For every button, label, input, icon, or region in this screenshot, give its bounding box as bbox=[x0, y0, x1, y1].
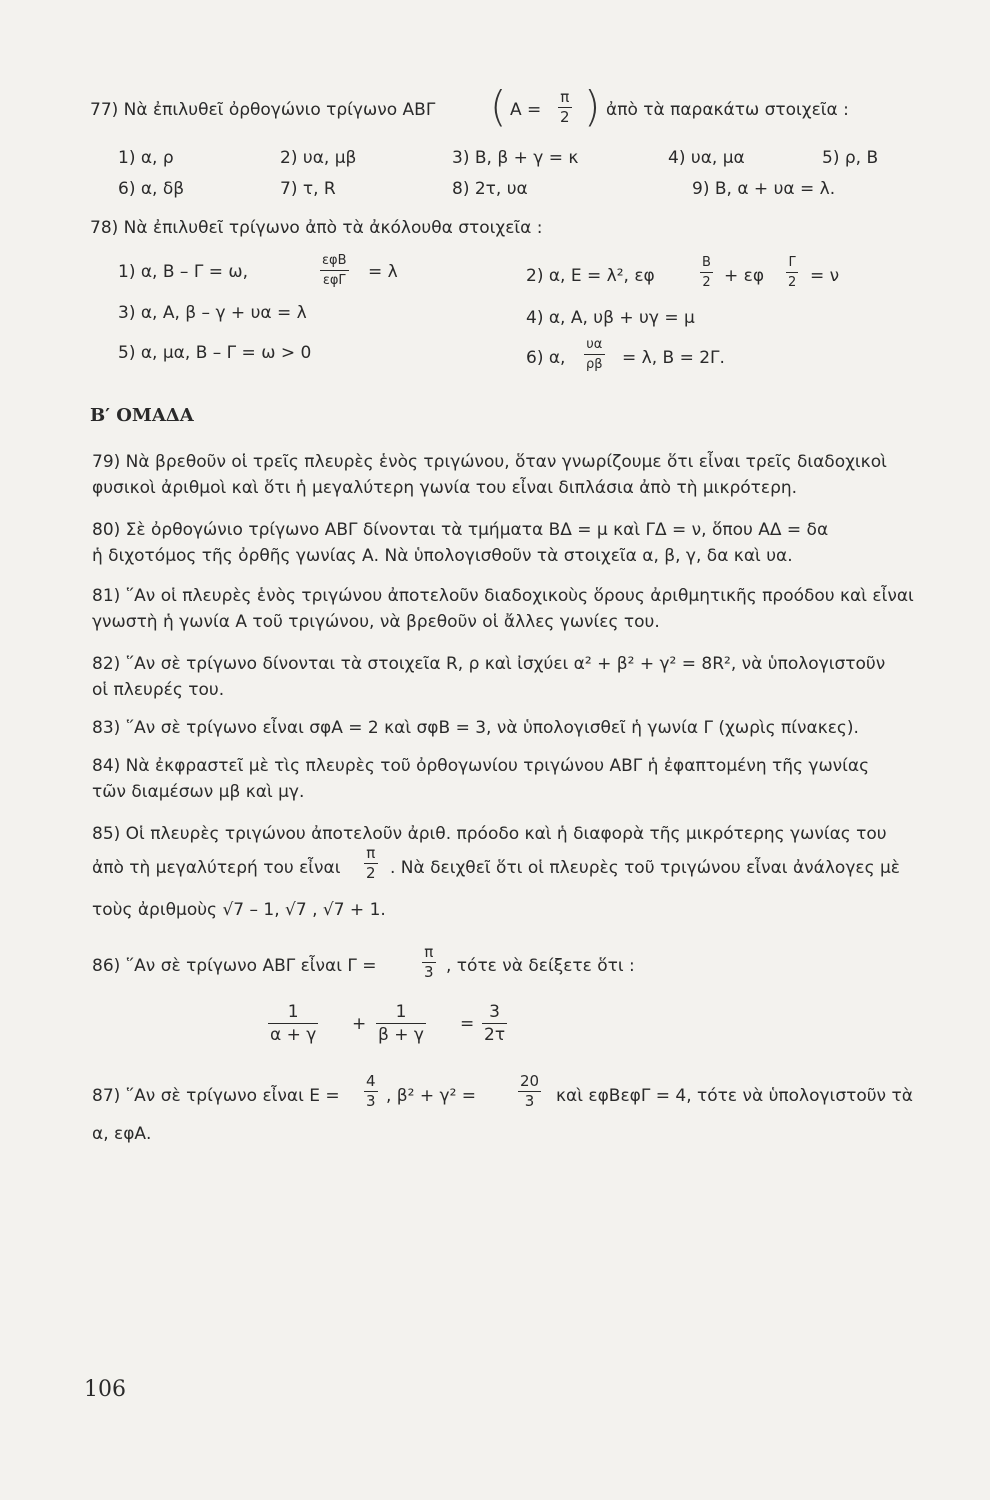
p87-n2: 20 bbox=[520, 1072, 540, 1090]
p85-frac-den: 2 bbox=[366, 864, 376, 882]
p78-item1-fraction bbox=[320, 252, 349, 289]
p78-item6-den: ρβ bbox=[586, 357, 603, 372]
p87-mid: , β² + γ² = bbox=[386, 1086, 477, 1106]
p87-d1: 3 bbox=[366, 1092, 376, 1110]
p86-pre: 86) ῞Αν σὲ τρίγωνο ΑΒΓ εἶναι Γ = bbox=[92, 956, 377, 976]
fraction-bar bbox=[268, 1023, 318, 1024]
p87-d2: 3 bbox=[524, 1092, 535, 1110]
p86-f2-num: 1 bbox=[395, 1002, 407, 1022]
p81-line2: γνωστὴ ἡ γωνία Α τοῦ τριγώνου, νὰ βρεθοῦν οἱ ἄλλες γωνίες του. bbox=[92, 612, 660, 632]
p85-line3: τοὺς ἀριθμοὺς √7 – 1, √7 , √7 + 1. bbox=[92, 900, 386, 920]
p77-item4: 4) υα, μα bbox=[668, 148, 745, 168]
p77-line1-post: ἀπὸ τὰ παρακάτω στοιχεῖα : bbox=[606, 100, 849, 120]
p81-line1: 81) ῞Αν οἱ πλευρὲς ἑνὸς τριγώνου ἀποτελοῦν διαδοχικοὺς ὅρους ἀριθμητικῆς προόδου καὶ εἶναι bbox=[92, 586, 914, 606]
p78-item5: 5) α, μα, Β – Γ = ω > 0 bbox=[118, 343, 312, 363]
p86-eq-frac2 bbox=[376, 1002, 426, 1045]
p78-item2-d2: 2 bbox=[788, 275, 797, 290]
p82-line1: 82) ῞Αν σὲ τρίγωνο δίνονται τὰ στοιχεῖα R, ρ καὶ ἰσχύει α² + β² + γ² = 8R², νὰ ὑπολογιστοῦν bbox=[92, 654, 886, 674]
page-number: 106 bbox=[84, 1377, 126, 1402]
p87-n1: 4 bbox=[366, 1072, 376, 1090]
p78-item1-num: εφΒ bbox=[322, 253, 347, 268]
p77-item5: 5) ρ, Β bbox=[822, 148, 879, 168]
p78-item1-pre: 1) α, Β – Γ = ω, bbox=[118, 262, 248, 282]
p86-plus: + bbox=[352, 1014, 367, 1034]
p78-item2-post: = ν bbox=[810, 266, 840, 286]
p78-item2-d1: 2 bbox=[702, 275, 711, 290]
p86-fraction bbox=[422, 944, 436, 981]
p85-line2-pre: ἀπὸ τὴ μεγαλύτερή του εἶναι bbox=[92, 858, 341, 878]
p86-frac-den: 3 bbox=[424, 963, 434, 981]
left-paren: ( bbox=[490, 82, 507, 131]
p77-line1-pre: 77) Νὰ ἐπιλυθεῖ ὀρθογώνιο τρίγωνο ΑΒΓ bbox=[90, 100, 436, 120]
p77-item3: 3) Β, β + γ = κ bbox=[452, 148, 579, 168]
p77-item8: 8) 2τ, υα bbox=[452, 179, 528, 199]
p87-frac2 bbox=[518, 1073, 541, 1110]
fraction-bar bbox=[376, 1023, 426, 1024]
p86-f3-den: 2τ bbox=[484, 1025, 506, 1045]
p77-frac-den: 2 bbox=[560, 108, 570, 126]
p85-fraction bbox=[364, 845, 378, 882]
p77-item2: 2) υα, μβ bbox=[280, 148, 357, 168]
p84-line1: 84) Νὰ ἐκφραστεῖ μὲ τὶς πλευρὲς τοῦ ὀρθογωνίου τριγώνου ΑΒΓ ἡ ἐφαπτομένη τῆς γωνίας bbox=[92, 756, 870, 776]
p78-item1-den: εφΓ bbox=[322, 273, 346, 288]
fraction-bar bbox=[786, 272, 798, 273]
p80-line1: 80) Σὲ ὀρθογώνιο τρίγωνο ΑΒΓ δίνονται τὰ τμήματα ΒΔ = μ καὶ ΓΔ = ν, ὅπου ΑΔ = δα bbox=[92, 520, 829, 540]
p78-item2-pre: 2) α, Ε = λ², εφ bbox=[526, 266, 655, 286]
p85-line1: 85) Οἱ πλευρὲς τριγώνου ἀποτελοῦν ἀριθ. πρόοδο καὶ ἡ διαφορὰ τῆς μικρότερης γωνίας του bbox=[92, 824, 887, 844]
p87-line2: α, εφΑ. bbox=[92, 1124, 152, 1144]
p78-item2-mid: + εφ bbox=[724, 266, 765, 286]
p78-item2-n2: Γ bbox=[788, 255, 796, 270]
p77-item6: 6) α, δβ bbox=[118, 179, 185, 199]
p78-item6-pre: 6) α, bbox=[526, 348, 566, 368]
p87-frac1 bbox=[364, 1073, 378, 1110]
p86-eq-frac1 bbox=[268, 1002, 318, 1045]
p86-f1-num: 1 bbox=[287, 1002, 299, 1022]
p77-item7: 7) τ, R bbox=[280, 179, 336, 199]
p78-item1-post: = λ bbox=[368, 262, 398, 282]
p86-f1-den: α + γ bbox=[270, 1025, 317, 1045]
p78-item6-num: υα bbox=[586, 337, 603, 352]
p77-item9: 9) Β, α + υα = λ. bbox=[692, 179, 836, 199]
p78-item3: 3) α, Α, β – γ + υα = λ bbox=[118, 303, 307, 323]
fraction-bar bbox=[320, 270, 349, 271]
p85-line2-post: . Νὰ δειχθεῖ ὅτι οἱ πλευρὲς τοῦ τριγώνου εἶναι ἀνάλογες μὲ bbox=[390, 858, 900, 878]
p86-eq-frac3 bbox=[482, 1002, 507, 1045]
p78-item2-frac2 bbox=[786, 254, 798, 291]
p78-item4: 4) α, Α, υβ + υγ = μ bbox=[526, 308, 695, 328]
p87-post: καὶ εφΒεφΓ = 4, τότε νὰ ὑπολογιστοῦν τὰ bbox=[556, 1086, 913, 1106]
fraction-bar bbox=[584, 354, 605, 355]
p77-frac-num: π bbox=[560, 88, 570, 106]
p78-item6-fraction bbox=[584, 336, 605, 373]
p85-frac-num: π bbox=[366, 844, 376, 862]
p86-f3-num: 3 bbox=[489, 1002, 500, 1022]
p86-post: , τότε νὰ δείξετε ὅτι : bbox=[446, 956, 635, 976]
p83-line1: 83) ῞Αν σὲ τρίγωνο εἶναι σφΑ = 2 καὶ σφΒ = 3, νὰ ὑπολογισθεῖ ἡ γωνία Γ (χωρὶς πίνακες). bbox=[92, 718, 859, 738]
p79-line2: φυσικοὶ ἀριθμοὶ καὶ ὅτι ἡ μεγαλύτερη γωνία του εἶναι διπλάσια ἀπὸ τὴ μικρότερη. bbox=[92, 478, 798, 498]
fraction-bar bbox=[482, 1023, 507, 1024]
p79-line1: 79) Νὰ βρεθοῦν οἱ τρεῖς πλευρὲς ἑνὸς τριγώνου, ὅταν γνωρίζουμε ὅτι εἶναι τρεῖς διαδοχικοὶ bbox=[92, 452, 887, 472]
p82-line2: οἱ πλευρές του. bbox=[92, 680, 225, 700]
p78-intro: 78) Νὰ ἐπιλυθεῖ τρίγωνο ἀπὸ τὰ ἀκόλουθα στοιχεῖα : bbox=[90, 218, 543, 238]
p84-line2: τῶν διαμέσων μβ καὶ μγ. bbox=[92, 782, 305, 802]
p87-pre: 87) ῞Αν σὲ τρίγωνο εἶναι Ε = bbox=[92, 1086, 340, 1106]
section-heading: Β′ ΟΜΑΔΑ bbox=[90, 405, 194, 426]
p78-item2-frac1 bbox=[700, 254, 713, 291]
p86-frac-num: π bbox=[424, 943, 434, 961]
p77-a-eq: Α = bbox=[510, 100, 542, 120]
p77-fraction bbox=[558, 89, 572, 126]
p86-f2-den: β + γ bbox=[378, 1025, 424, 1045]
p86-eq: = bbox=[460, 1014, 475, 1034]
fraction-bar bbox=[700, 272, 713, 273]
p77-item1: 1) α, ρ bbox=[118, 148, 174, 168]
p78-item2-n1: Β bbox=[702, 255, 711, 270]
p80-line2: ἡ διχοτόμος τῆς ὀρθῆς γωνίας Α. Νὰ ὑπολογισθοῦν τὰ στοιχεῖα α, β, γ, δα καὶ υα. bbox=[92, 546, 793, 566]
p78-item6-post: = λ, Β = 2Γ. bbox=[622, 348, 725, 368]
right-paren: ) bbox=[584, 82, 601, 131]
